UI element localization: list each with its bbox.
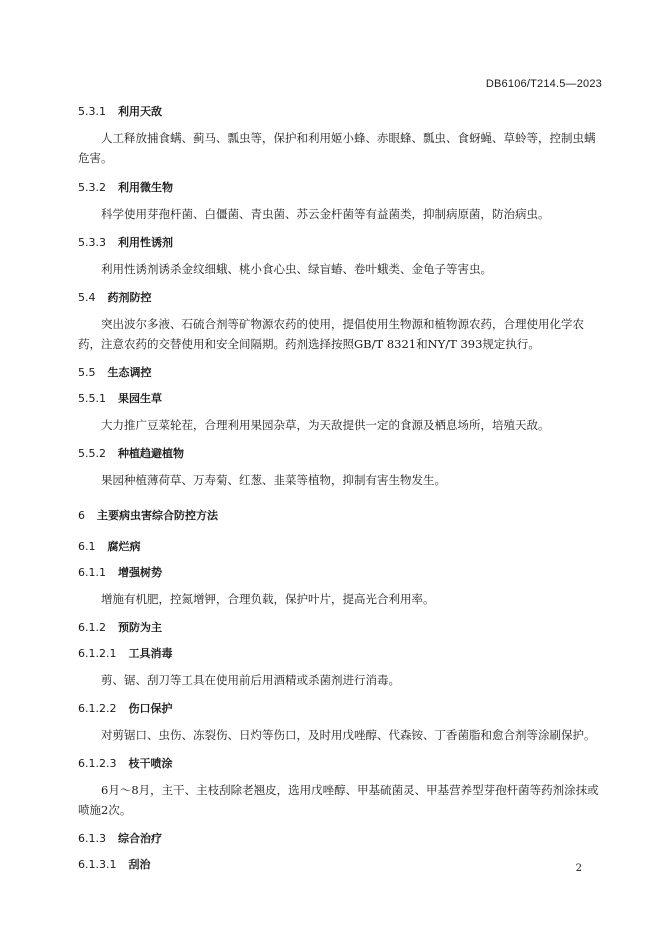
- heading-number: 5.3.1: [78, 105, 106, 118]
- heading-number: 5.5.2: [78, 447, 106, 460]
- heading-title: 果园生草: [118, 392, 162, 405]
- heading-6-1-3: [78, 831, 606, 847]
- heading-title: 药剂防控: [107, 291, 152, 304]
- chapter-number: 6: [78, 509, 85, 522]
- heading-5-3-2: [78, 180, 606, 196]
- heading-6-1-3-1: [78, 857, 606, 873]
- heading-number: 6.1.3.1: [78, 858, 117, 871]
- heading-5-3-1: [78, 104, 606, 120]
- paragraph: 剪、锯、刮刀等工具在使用前后用酒精或杀菌剂进行消毒。: [101, 673, 400, 687]
- heading-number: 5.4: [78, 291, 96, 304]
- chapter-title: 主要病虫害综合防控方法: [97, 509, 218, 522]
- paragraph: 利用性诱剂诱杀金纹细蛾、桃小食心虫、绿盲蝽、卷叶蛾类、金龟子等害虫。: [101, 262, 492, 276]
- heading-title: 生态调控: [107, 366, 152, 379]
- paragraph: 突出波尔多液、石硫合剂等矿物源农药的使用，提倡使用生物源和植物源农药，合理使用化学农药，注意农药的交替使用和安全间隔期。药剂选择按照GB/T 8321和NY/T 393规定执行。: [78, 317, 584, 351]
- heading-5-3-3: [78, 235, 606, 251]
- paragraph: 6月～8月，主干、主枝刮除老翘皮，选用戊唑醇、甲基硫菌灵、甲基营养型芽孢杆菌等药剂涂抹或喷施2次。: [78, 783, 599, 817]
- paragraph: 对剪锯口、虫伤、冻裂伤、日灼等伤口，及时用戊唑醇、代森铵、丁香菌脂和愈合剂等涂刷保护。: [101, 728, 596, 742]
- heading-title: 增强树势: [118, 566, 162, 579]
- heading-number: 6.1.2.2: [78, 702, 117, 715]
- heading-6-1-1: [78, 565, 606, 581]
- paragraph: 大力推广豆菜轮茬，合理利用果园杂草，为天敌提供一定的食源及栖息场所，培殖天敌。: [101, 418, 550, 432]
- heading-number: 6.1.1: [78, 566, 106, 579]
- heading-title: 预防为主: [118, 621, 162, 634]
- heading-6-1-2-3: [78, 756, 606, 772]
- heading-number: 5.3.2: [78, 181, 106, 194]
- heading-title: 腐烂病: [107, 540, 141, 553]
- document-code: DB6106/T214.5—2023: [485, 78, 602, 90]
- heading-title: 种植趋避植物: [118, 447, 184, 460]
- heading-title: 工具消毒: [128, 647, 173, 660]
- heading-5-5-1: [78, 391, 606, 407]
- heading-title: 枝干喷涂: [128, 757, 173, 770]
- heading-number: 6.1.2: [78, 621, 106, 634]
- paragraph: 增施有机肥，控氮增钾，合理负载，保护叶片，提高光合利用率。: [101, 592, 435, 606]
- heading-6-1: [78, 539, 606, 555]
- heading-title: 利用微生物: [118, 181, 173, 194]
- heading-6-1-2-1: [78, 646, 606, 662]
- heading-5-5: [78, 365, 606, 381]
- heading-number: 5.5: [78, 366, 96, 379]
- paragraph: 科学使用芽孢杆菌、白僵菌、青虫菌、苏云金杆菌等有益菌类，抑制病原菌，防治病虫。: [101, 207, 550, 221]
- heading-number: 6.1.2.1: [78, 647, 117, 660]
- document-body: [78, 104, 606, 873]
- heading-5-4: [78, 290, 606, 306]
- heading-title: 综合治疗: [118, 832, 162, 845]
- heading-5-5-2: [78, 446, 606, 462]
- paragraph: 果园种植薄荷草、万寿菊、红葱、韭菜等植物，抑制有害生物发生。: [101, 473, 446, 487]
- heading-number: 5.5.1: [78, 392, 106, 405]
- heading-title: 伤口保护: [128, 702, 173, 715]
- heading-number: 6.1: [78, 540, 96, 553]
- paragraph: 人工释放捕食螨、蓟马、瓢虫等，保护和利用姬小蜂、赤眼蜂、瓢虫、食蚜蝇、草蛉等，控制虫螨危害。: [78, 131, 596, 165]
- heading-number: 5.3.3: [78, 236, 106, 249]
- page-number: 2: [575, 863, 582, 874]
- heading-title: 利用天敌: [118, 105, 162, 118]
- heading-number: 6.1.2.3: [78, 757, 117, 770]
- heading-6-1-2: [78, 620, 606, 636]
- heading-title: 刮治: [128, 858, 151, 871]
- chapter-heading-6: [78, 508, 606, 524]
- heading-number: 6.1.3: [78, 832, 106, 845]
- heading-title: 利用性诱剂: [118, 236, 173, 249]
- heading-6-1-2-2: [78, 701, 606, 717]
